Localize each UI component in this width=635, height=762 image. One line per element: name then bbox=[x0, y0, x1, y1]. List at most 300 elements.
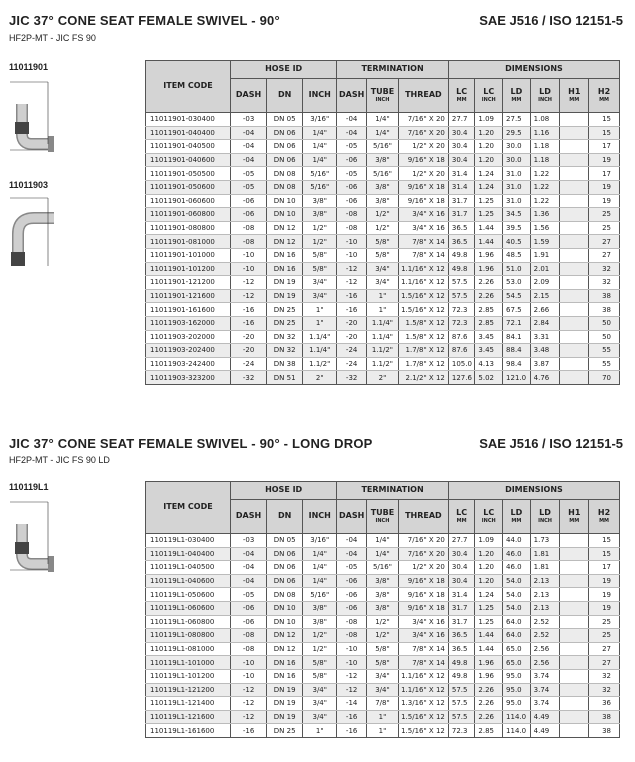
cell-term-dash: -14 bbox=[337, 697, 367, 711]
cell-ld-mm: 65.0 bbox=[503, 642, 531, 656]
cell-lc-inch: 2.85 bbox=[475, 303, 503, 317]
cell-lc-inch: 1.25 bbox=[475, 615, 503, 629]
cell-term-thread: 7/8" X 14 bbox=[398, 248, 448, 262]
cell-item-code: 110119L1-121400 bbox=[146, 697, 231, 711]
cell-term-dash: -12 bbox=[337, 276, 367, 290]
cell-term-tube: 3/8" bbox=[367, 601, 399, 615]
cell-hose-inch: 5/16" bbox=[303, 588, 337, 602]
cell-hose-dash: -08 bbox=[231, 221, 267, 235]
cell-ld-mm: 88.4 bbox=[503, 344, 531, 358]
cell-ld-mm: 53.0 bbox=[503, 276, 531, 290]
cell-lc-mm: 57.5 bbox=[448, 276, 475, 290]
cell-term-thread: 2.1/2" X 12 bbox=[398, 371, 448, 385]
cell-term-tube: 1.1/4" bbox=[367, 316, 399, 330]
cell-ld-inch: 2.13 bbox=[530, 574, 560, 588]
cell-term-thread: 1.1/16" X 12 bbox=[398, 683, 448, 697]
cell-hose-dash: -16 bbox=[231, 303, 267, 317]
cell-hose-dn: DN 16 bbox=[267, 262, 303, 276]
cell-item-code: 110119L1-060800 bbox=[146, 615, 231, 629]
cell-hose-dash: -20 bbox=[231, 344, 267, 358]
cell-term-dash: -24 bbox=[337, 344, 367, 358]
cell-lc-mm: 49.8 bbox=[448, 248, 475, 262]
cell-term-thread: 1.5/16" X 12 bbox=[398, 710, 448, 724]
cell-ld-inch: 2.56 bbox=[530, 656, 560, 670]
table-row bbox=[146, 724, 620, 738]
header-inch: INCH bbox=[303, 79, 337, 113]
header-inch: INCH bbox=[303, 500, 337, 534]
cell-hose-inch: 2" bbox=[303, 371, 337, 385]
cell-term-thread: 1.1/16" X 12 bbox=[398, 669, 448, 683]
cell-lc-inch: 1.96 bbox=[475, 656, 503, 670]
cell-ld-mm: 54.5 bbox=[503, 289, 531, 303]
cell-term-dash: -06 bbox=[337, 601, 367, 615]
cell-hose-inch: 1/2" bbox=[303, 629, 337, 643]
cell-hose-inch: 1.1/2" bbox=[303, 357, 337, 371]
cell-hose-dash: -08 bbox=[231, 235, 267, 249]
table-row bbox=[146, 561, 620, 575]
cell-ld-mm: 29.5 bbox=[503, 126, 531, 140]
cell-term-tube: 1/4" bbox=[367, 113, 399, 127]
header-dn: DN bbox=[267, 500, 303, 534]
header-item-code: ITEM CODE bbox=[146, 482, 231, 534]
cell-hose-dash: -04 bbox=[231, 140, 267, 154]
cell-ld-inch: 2.56 bbox=[530, 642, 560, 656]
cell-h2-mm: 15 bbox=[589, 113, 620, 127]
cell-hose-dn: DN 10 bbox=[267, 194, 303, 208]
cell-ld-mm: 31.0 bbox=[503, 167, 531, 181]
cell-ld-mm: 48.5 bbox=[503, 248, 531, 262]
cell-term-thread: 1.7/8" X 12 bbox=[398, 357, 448, 371]
cell-item-code: 110119L1-121200 bbox=[146, 683, 231, 697]
cell-hose-inch: 3/4" bbox=[303, 276, 337, 290]
table-row bbox=[146, 710, 620, 724]
part-label: 110119L1 bbox=[9, 482, 49, 492]
cell-h2-mm: 70 bbox=[589, 371, 620, 385]
cell-hose-inch: 3/4" bbox=[303, 697, 337, 711]
cell-hose-inch: 5/8" bbox=[303, 262, 337, 276]
cell-lc-mm: 30.4 bbox=[448, 140, 475, 154]
cell-hose-inch: 3/4" bbox=[303, 710, 337, 724]
cell-h1-mm bbox=[560, 574, 589, 588]
cell-h2-mm: 19 bbox=[589, 601, 620, 615]
header-ld-inch bbox=[530, 500, 560, 534]
cell-ld-inch: 1.91 bbox=[530, 248, 560, 262]
cell-lc-inch: 1.25 bbox=[475, 208, 503, 222]
cell-ld-inch: 2.09 bbox=[530, 276, 560, 290]
cell-hose-inch: 1/2" bbox=[303, 221, 337, 235]
cell-ld-inch: 2.13 bbox=[530, 588, 560, 602]
cell-term-dash: -04 bbox=[337, 547, 367, 561]
cell-item-code: 110119L1-121600 bbox=[146, 710, 231, 724]
cell-hose-inch: 1" bbox=[303, 303, 337, 317]
cell-ld-inch: 1.18 bbox=[530, 140, 560, 154]
table-row bbox=[146, 683, 620, 697]
cell-hose-inch: 3/8" bbox=[303, 208, 337, 222]
cell-term-thread: 1.7/8" X 12 bbox=[398, 344, 448, 358]
header-term-dash: DASH bbox=[337, 79, 367, 113]
cell-hose-dn: DN 12 bbox=[267, 221, 303, 235]
cell-item-code: 110119L1-040600 bbox=[146, 574, 231, 588]
header-thread: THREAD bbox=[398, 79, 448, 113]
cell-ld-inch: 2.66 bbox=[530, 303, 560, 317]
cell-item-code: 11011901-161600 bbox=[146, 303, 231, 317]
cell-term-tube: 3/4" bbox=[367, 669, 399, 683]
cell-term-thread: 7/8" X 14 bbox=[398, 235, 448, 249]
table-row bbox=[146, 656, 620, 670]
cell-h1-mm bbox=[560, 534, 589, 548]
cell-term-dash: -20 bbox=[337, 316, 367, 330]
cell-h1-mm bbox=[560, 629, 589, 643]
cell-h2-mm: 38 bbox=[589, 710, 620, 724]
cell-hose-dn: DN 25 bbox=[267, 303, 303, 317]
cell-lc-inch: 1.20 bbox=[475, 547, 503, 561]
cell-lc-inch: 2.26 bbox=[475, 683, 503, 697]
cell-h2-mm: 15 bbox=[589, 547, 620, 561]
cell-term-dash: -32 bbox=[337, 371, 367, 385]
cell-term-thread: 1.1/16" X 12 bbox=[398, 262, 448, 276]
cell-term-tube: 1.1/2" bbox=[367, 357, 399, 371]
cell-hose-dn: DN 10 bbox=[267, 601, 303, 615]
cell-hose-dn: DN 25 bbox=[267, 724, 303, 738]
cell-term-tube: 5/8" bbox=[367, 248, 399, 262]
cell-term-thread: 9/16" X 18 bbox=[398, 153, 448, 167]
cell-lc-mm: 49.8 bbox=[448, 656, 475, 670]
cell-h2-mm: 17 bbox=[589, 561, 620, 575]
cell-lc-mm: 36.5 bbox=[448, 221, 475, 235]
cell-lc-inch: 1.96 bbox=[475, 669, 503, 683]
cell-lc-inch: 1.96 bbox=[475, 262, 503, 276]
cell-item-code: 11011903-242400 bbox=[146, 357, 231, 371]
cell-hose-dn: DN 10 bbox=[267, 615, 303, 629]
cell-hose-dash: -06 bbox=[231, 615, 267, 629]
cell-lc-inch: 5.02 bbox=[475, 371, 503, 385]
cell-hose-dn: DN 12 bbox=[267, 235, 303, 249]
table-row bbox=[146, 588, 620, 602]
cell-item-code: 11011901-101000 bbox=[146, 248, 231, 262]
cell-term-thread: 1.5/16" X 12 bbox=[398, 724, 448, 738]
cell-lc-mm: 36.5 bbox=[448, 629, 475, 643]
cell-lc-inch: 1.20 bbox=[475, 561, 503, 575]
cell-hose-inch: 5/16" bbox=[303, 167, 337, 181]
header-ld-mm-unit: MM bbox=[511, 96, 522, 103]
cell-hose-inch: 3/8" bbox=[303, 601, 337, 615]
cell-lc-mm: 36.5 bbox=[448, 235, 475, 249]
cell-lc-mm: 30.4 bbox=[448, 561, 475, 575]
cell-hose-inch: 3/8" bbox=[303, 194, 337, 208]
header-hose-id: HOSE ID bbox=[231, 61, 337, 79]
cell-h2-mm: 32 bbox=[589, 683, 620, 697]
section-subtitle: HF2P-MT - JIC FS 90 LD bbox=[9, 455, 110, 465]
cell-hose-inch: 1/2" bbox=[303, 642, 337, 656]
cell-term-thread: 9/16" X 18 bbox=[398, 194, 448, 208]
header-h1-label: H1 bbox=[568, 87, 581, 97]
cell-ld-inch: 4.49 bbox=[530, 724, 560, 738]
cell-hose-dn: DN 06 bbox=[267, 561, 303, 575]
cell-term-thread: 1.5/8" X 12 bbox=[398, 330, 448, 344]
cell-term-tube: 1/4" bbox=[367, 547, 399, 561]
cell-lc-mm: 27.7 bbox=[448, 113, 475, 127]
cell-ld-inch: 4.76 bbox=[530, 371, 560, 385]
cell-hose-dn: DN 05 bbox=[267, 534, 303, 548]
cell-h1-mm bbox=[560, 710, 589, 724]
header-h2-label: H2 bbox=[597, 87, 611, 97]
cell-h2-mm: 36 bbox=[589, 697, 620, 711]
cell-term-tube: 3/8" bbox=[367, 588, 399, 602]
cell-lc-mm: 57.5 bbox=[448, 697, 475, 711]
cell-term-tube: 3/4" bbox=[367, 683, 399, 697]
cell-h2-mm: 50 bbox=[589, 316, 620, 330]
cell-lc-inch: 1.44 bbox=[475, 235, 503, 249]
cell-ld-inch: 1.16 bbox=[530, 126, 560, 140]
cell-hose-inch: 1.1/4" bbox=[303, 330, 337, 344]
cell-hose-dn: DN 51 bbox=[267, 371, 303, 385]
cell-lc-inch: 1.25 bbox=[475, 601, 503, 615]
cell-hose-dash: -04 bbox=[231, 153, 267, 167]
cell-lc-mm: 87.6 bbox=[448, 344, 475, 358]
header-lc-inch-unit: INCH bbox=[481, 517, 496, 524]
cell-term-tube: 5/16" bbox=[367, 140, 399, 154]
cell-lc-inch: 1.24 bbox=[475, 167, 503, 181]
cell-lc-inch: 1.20 bbox=[475, 140, 503, 154]
cell-ld-inch: 3.87 bbox=[530, 357, 560, 371]
cell-lc-mm: 31.7 bbox=[448, 601, 475, 615]
cell-item-code: 11011901-081000 bbox=[146, 235, 231, 249]
cell-hose-dn: DN 19 bbox=[267, 710, 303, 724]
cell-item-code: 11011903-202000 bbox=[146, 330, 231, 344]
cell-term-tube: 3/8" bbox=[367, 574, 399, 588]
cell-term-dash: -12 bbox=[337, 262, 367, 276]
cell-term-tube: 1.1/2" bbox=[367, 344, 399, 358]
cell-term-thread: 3/4" X 16 bbox=[398, 629, 448, 643]
cell-hose-dn: DN 06 bbox=[267, 547, 303, 561]
cell-hose-dash: -12 bbox=[231, 697, 267, 711]
cell-ld-inch: 1.59 bbox=[530, 235, 560, 249]
cell-term-thread: 7/16" X 20 bbox=[398, 126, 448, 140]
cell-h2-mm: 27 bbox=[589, 642, 620, 656]
cell-ld-inch: 1.36 bbox=[530, 208, 560, 222]
header-h2-unit: MM bbox=[599, 96, 610, 103]
cell-hose-dash: -04 bbox=[231, 126, 267, 140]
cell-term-thread: 7/16" X 20 bbox=[398, 113, 448, 127]
cell-ld-inch: 2.13 bbox=[530, 601, 560, 615]
table-row bbox=[146, 642, 620, 656]
cell-ld-inch: 3.74 bbox=[530, 697, 560, 711]
cell-hose-dn: DN 16 bbox=[267, 669, 303, 683]
header-h1-unit: MM bbox=[569, 96, 580, 103]
header-lc-inch-label: LC bbox=[483, 87, 495, 97]
cell-hose-dn: DN 32 bbox=[267, 344, 303, 358]
cell-ld-inch: 1.81 bbox=[530, 561, 560, 575]
cell-h1-mm bbox=[560, 561, 589, 575]
cell-term-thread: 3/4" X 16 bbox=[398, 615, 448, 629]
cell-term-tube: 1/4" bbox=[367, 126, 399, 140]
cell-item-code: 11011901-040500 bbox=[146, 140, 231, 154]
cell-ld-inch: 2.52 bbox=[530, 615, 560, 629]
header-ld-mm-label: LD bbox=[510, 87, 523, 97]
cell-lc-mm: 57.5 bbox=[448, 289, 475, 303]
cell-lc-inch: 1.09 bbox=[475, 113, 503, 127]
cell-hose-dash: -03 bbox=[231, 113, 267, 127]
cell-term-thread: 1.3/16" X 12 bbox=[398, 697, 448, 711]
cell-lc-inch: 1.24 bbox=[475, 588, 503, 602]
cell-item-code: 110119L1-101200 bbox=[146, 669, 231, 683]
header-lc-mm bbox=[448, 500, 475, 534]
cell-term-dash: -10 bbox=[337, 642, 367, 656]
table-row bbox=[146, 547, 620, 561]
cell-hose-dn: DN 12 bbox=[267, 629, 303, 643]
cell-term-tube: 2" bbox=[367, 371, 399, 385]
cell-term-dash: -08 bbox=[337, 615, 367, 629]
cell-term-thread: 1/2" X 20 bbox=[398, 140, 448, 154]
cell-item-code: 110119L1-050600 bbox=[146, 588, 231, 602]
cell-term-thread: 7/8" X 14 bbox=[398, 656, 448, 670]
cell-hose-dash: -10 bbox=[231, 669, 267, 683]
cell-term-dash: -08 bbox=[337, 208, 367, 222]
cell-hose-dn: DN 05 bbox=[267, 113, 303, 127]
cell-lc-mm: 27.7 bbox=[448, 534, 475, 548]
cell-ld-mm: 44.0 bbox=[503, 534, 531, 548]
cell-hose-dn: DN 19 bbox=[267, 276, 303, 290]
cell-h2-mm: 25 bbox=[589, 615, 620, 629]
cell-hose-inch: 5/8" bbox=[303, 248, 337, 262]
cell-term-tube: 1/2" bbox=[367, 629, 399, 643]
header-termination: TERMINATION bbox=[337, 482, 449, 500]
cell-ld-mm: 114.0 bbox=[503, 724, 531, 738]
cell-item-code: 11011901-050600 bbox=[146, 180, 231, 194]
cell-h2-mm: 25 bbox=[589, 208, 620, 222]
cell-ld-inch: 3.48 bbox=[530, 344, 560, 358]
cell-hose-dash: -08 bbox=[231, 629, 267, 643]
table-body bbox=[146, 534, 620, 738]
cell-h2-mm: 27 bbox=[589, 248, 620, 262]
part-label: 11011901 bbox=[9, 62, 49, 72]
cell-lc-mm: 105.0 bbox=[448, 357, 475, 371]
cell-term-thread: 7/16" X 20 bbox=[398, 547, 448, 561]
cell-lc-inch: 1.25 bbox=[475, 194, 503, 208]
cell-item-code: 11011901-040400 bbox=[146, 126, 231, 140]
cell-hose-inch: 1/4" bbox=[303, 140, 337, 154]
cell-ld-mm: 95.0 bbox=[503, 669, 531, 683]
cell-hose-dash: -08 bbox=[231, 642, 267, 656]
cell-hose-dash: -20 bbox=[231, 330, 267, 344]
cell-ld-inch: 3.31 bbox=[530, 330, 560, 344]
cell-h1-mm bbox=[560, 683, 589, 697]
cell-h2-mm: 19 bbox=[589, 588, 620, 602]
cell-term-thread: 7/8" X 14 bbox=[398, 642, 448, 656]
cell-hose-dash: -06 bbox=[231, 208, 267, 222]
cell-ld-mm: 64.0 bbox=[503, 629, 531, 643]
cell-hose-inch: 3/4" bbox=[303, 683, 337, 697]
header-lc-mm-unit: MM bbox=[456, 96, 467, 103]
cell-h1-mm bbox=[560, 656, 589, 670]
cell-h2-mm: 19 bbox=[589, 180, 620, 194]
cell-term-dash: -04 bbox=[337, 126, 367, 140]
cell-ld-mm: 54.0 bbox=[503, 588, 531, 602]
cell-term-tube: 5/16" bbox=[367, 561, 399, 575]
cell-h2-mm: 19 bbox=[589, 574, 620, 588]
cell-hose-dash: -06 bbox=[231, 194, 267, 208]
section-subtitle: HF2P-MT - JIC FS 90 bbox=[9, 33, 96, 43]
cell-hose-dash: -12 bbox=[231, 289, 267, 303]
cell-ld-mm: 95.0 bbox=[503, 697, 531, 711]
cell-h2-mm: 15 bbox=[589, 126, 620, 140]
cell-lc-mm: 72.3 bbox=[448, 724, 475, 738]
cell-lc-mm: 49.8 bbox=[448, 669, 475, 683]
cell-term-tube: 5/8" bbox=[367, 642, 399, 656]
cell-hose-dash: -06 bbox=[231, 601, 267, 615]
cell-hose-dash: -10 bbox=[231, 248, 267, 262]
cell-h2-mm: 17 bbox=[589, 140, 620, 154]
cell-hose-inch: 1/2" bbox=[303, 235, 337, 249]
cell-item-code: 110119L1-040500 bbox=[146, 561, 231, 575]
cell-hose-dash: -10 bbox=[231, 656, 267, 670]
cell-h2-mm: 17 bbox=[589, 167, 620, 181]
cell-h1-mm bbox=[560, 669, 589, 683]
cell-h1-mm bbox=[560, 615, 589, 629]
cell-lc-mm: 72.3 bbox=[448, 303, 475, 317]
cell-ld-inch: 1.22 bbox=[530, 180, 560, 194]
header-ld-mm-label: LD bbox=[510, 508, 523, 518]
cell-term-thread: 1/2" X 20 bbox=[398, 167, 448, 181]
cell-hose-dash: -16 bbox=[231, 724, 267, 738]
cell-lc-inch: 2.26 bbox=[475, 710, 503, 724]
cell-term-tube: 5/8" bbox=[367, 235, 399, 249]
cell-term-thread: 3/4" X 16 bbox=[398, 208, 448, 222]
cell-hose-dash: -24 bbox=[231, 357, 267, 371]
cell-h2-mm: 19 bbox=[589, 153, 620, 167]
cell-term-dash: -06 bbox=[337, 194, 367, 208]
cell-item-code: 11011901-050500 bbox=[146, 167, 231, 181]
cell-term-dash: -16 bbox=[337, 289, 367, 303]
cell-term-dash: -06 bbox=[337, 180, 367, 194]
header-ld-mm-unit: MM bbox=[511, 517, 522, 524]
cell-ld-inch: 1.18 bbox=[530, 153, 560, 167]
cell-hose-dash: -12 bbox=[231, 276, 267, 290]
cell-hose-dn: DN 06 bbox=[267, 574, 303, 588]
cell-item-code: 11011901-060600 bbox=[146, 194, 231, 208]
cell-term-dash: -20 bbox=[337, 330, 367, 344]
cell-ld-mm: 114.0 bbox=[503, 710, 531, 724]
cell-lc-mm: 30.4 bbox=[448, 547, 475, 561]
cell-h1-mm bbox=[560, 547, 589, 561]
cell-term-dash: -08 bbox=[337, 221, 367, 235]
cell-hose-inch: 1/4" bbox=[303, 126, 337, 140]
cell-hose-dash: -32 bbox=[231, 371, 267, 385]
cell-h2-mm: 27 bbox=[589, 656, 620, 670]
cell-term-thread: 9/16" X 18 bbox=[398, 588, 448, 602]
header-h1-label: H1 bbox=[568, 508, 581, 518]
cell-item-code: 11011901-040600 bbox=[146, 153, 231, 167]
cell-item-code: 110119L1-161600 bbox=[146, 724, 231, 738]
cell-lc-inch: 1.20 bbox=[475, 574, 503, 588]
header-lc-inch-unit: INCH bbox=[481, 96, 496, 103]
cell-ld-inch: 1.22 bbox=[530, 167, 560, 181]
cell-item-code: 11011901-080800 bbox=[146, 221, 231, 235]
cell-term-tube: 3/4" bbox=[367, 262, 399, 276]
cell-term-dash: -10 bbox=[337, 235, 367, 249]
header-dimensions: DIMENSIONS bbox=[448, 482, 619, 500]
header-dash: DASH bbox=[231, 79, 267, 113]
cell-h2-mm: 25 bbox=[589, 629, 620, 643]
cell-hose-dn: DN 08 bbox=[267, 180, 303, 194]
cell-item-code: 110119L1-030400 bbox=[146, 534, 231, 548]
cell-ld-mm: 34.5 bbox=[503, 208, 531, 222]
cell-item-code: 11011903-162000 bbox=[146, 316, 231, 330]
cell-term-thread: 1/2" X 20 bbox=[398, 561, 448, 575]
cell-term-tube: 1" bbox=[367, 710, 399, 724]
cell-h2-mm: 38 bbox=[589, 303, 620, 317]
header-h2 bbox=[589, 500, 620, 534]
